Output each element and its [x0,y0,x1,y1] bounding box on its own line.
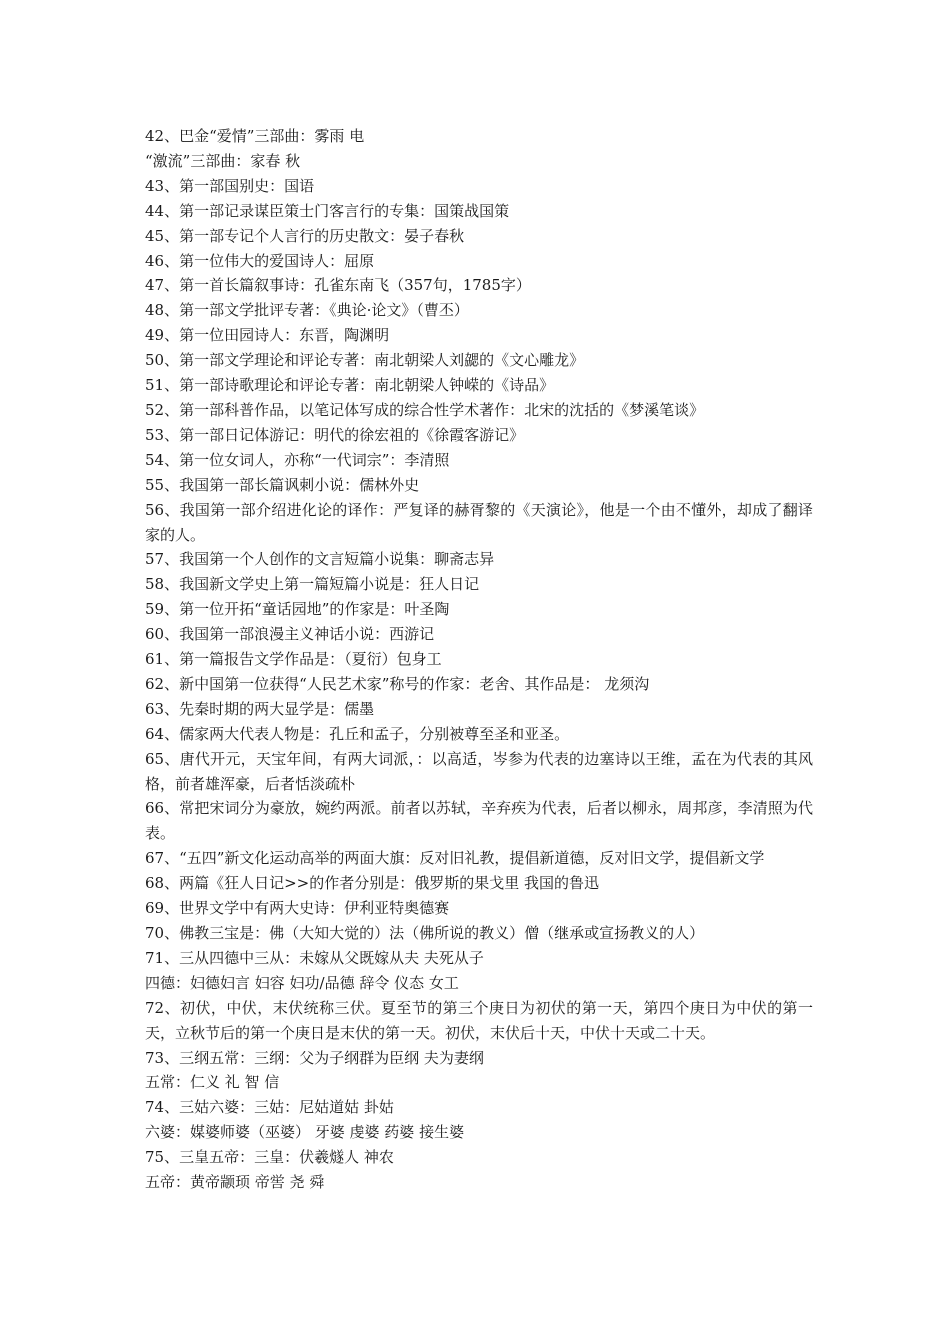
text-paragraph: 65、唐代开元，天宝年间，有两大词派，：以高适，岑参为代表的边塞诗以王维，孟在为代表的其风格，前者雄浑豪，后者恬淡疏朴 [145,749,813,793]
text-paragraph: 56、我国第一部介绍进化论的译作：严复译的赫胥黎的《天演论》，他是一个由不懂外，却成了翻译家的人。 [145,500,813,544]
text-line: 43、第一部国别史：国语 [145,176,315,195]
text-line: 五常：仁义 礼 智 信 [145,1073,280,1092]
text-line: 四德：妇德妇言 妇容 妇功/品德 辞令 仪态 女工 [145,973,459,992]
text-line: 44、第一部记录谋臣策士门客言行的专集：国策战国策 [145,201,510,220]
text-line: 61、第一篇报告文学作品是：（夏衍）包身工 [145,650,442,669]
text-line: 64、儒家两大代表人物是：孔丘和孟子，分别被尊至圣和亚圣。 [145,724,570,743]
text-line: 五帝：黄帝颛顼 帝喾 尧 舜 [145,1173,325,1192]
text-line: 48、第一部文学批评专著：《典论·论文》（曹丕） [145,301,469,320]
text-line: 75、三皇五帝：三皇：伏羲燧人 神农 [145,1148,394,1167]
text-line: 73、三纲五常：三纲：父为子纲群为臣纲 夫为妻纲 [145,1048,484,1067]
text-paragraph: 66、常把宋词分为豪放，婉约两派。前者以苏轼，辛弃疾为代表，后者以柳永，周邦彦，李清照为代表。 [145,799,813,843]
text-line: 57、我国第一个人创作的文言短篇小说集：聊斋志异 [145,550,495,569]
text-line: 63、先秦时期的两大显学是：儒墨 [145,699,375,718]
text-line: “激流”三部曲：家春 秋 [145,151,301,170]
text-line: 46、第一位伟大的爱国诗人：屈原 [145,251,375,270]
text-line: 71、三从四德中三从：未嫁从父既嫁从夫 夫死从子 [145,948,484,967]
text-line: 54、第一位女词人，亦称“一代词宗”：李清照 [145,450,450,469]
text-line: 53、第一部日记体游记：明代的徐宏祖的《徐霞客游记》 [145,425,525,444]
text-line: 68、两篇《狂人日记>>的作者分别是：俄罗斯的果戈里 我国的鲁迅 [145,874,599,893]
text-line: 70、佛教三宝是：佛（大知大觉的）法（佛所说的教义）僧（继承或宣扬教义的人） [145,924,705,942]
text-line: 58、我国新文学史上第一篇短篇小说是：狂人日记 [145,575,480,594]
text-line: 52、第一部科普作品，以笔记体写成的综合性学术著作：北宋的沈括的《梦溪笔谈》 [145,400,705,419]
text-line: 50、第一部文学理论和评论专著：南北朝梁人刘勰的《文心雕龙》 [145,351,585,370]
text-line: 69、世界文学中有两大史诗：伊利亚特奥德赛 [145,899,450,918]
text-line: 55、我国第一部长篇讽刺小说：儒林外史 [145,475,420,494]
text-line: 45、第一部专记个人言行的历史散文：晏子春秋 [145,226,465,245]
text-line: 51、第一部诗歌理论和评论专著：南北朝梁人钟嵘的《诗品》 [145,376,555,395]
document-body [145,124,813,1195]
text-line: 42、巴金“爱情”三部曲：雾雨 电 [145,127,365,145]
text-paragraph: 67、“五四”新文化运动高举的两面大旗：反对旧礼教，提倡新道德，反对旧文学，提倡新文学 [145,849,765,868]
text-line: 74、三姑六婆：三姑：尼姑道姑 卦姑 [145,1098,394,1117]
text-line: 60、我国第一部浪漫主义神话小说：西游记 [145,625,435,644]
text-line: 47、第一首长篇叙事诗：孔雀东南飞（357句，1785字） [145,276,531,295]
text-line: 59、第一位开拓“童话园地”的作家是：叶圣陶 [145,600,450,619]
text-paragraph: 72、初伏，中伏，末伏统称三伏。夏至节的第三个庚日为初伏的第一天，第四个庚日为中伏的第一天，立秋节后的第一个庚日是末伏的第一天。初伏，末伏后十天，中伏十天或二十天。 [145,998,813,1042]
text-line: 六婆：媒婆师婆（巫婆） 牙婆 虔婆 药婆 接生婆 [145,1123,465,1142]
text-line: 49、第一位田园诗人：东晋，陶渊明 [145,326,390,345]
text-line: 62、新中国第一位获得“人民艺术家”称号的作家：老舍、其作品是： 龙须沟 [145,674,650,693]
